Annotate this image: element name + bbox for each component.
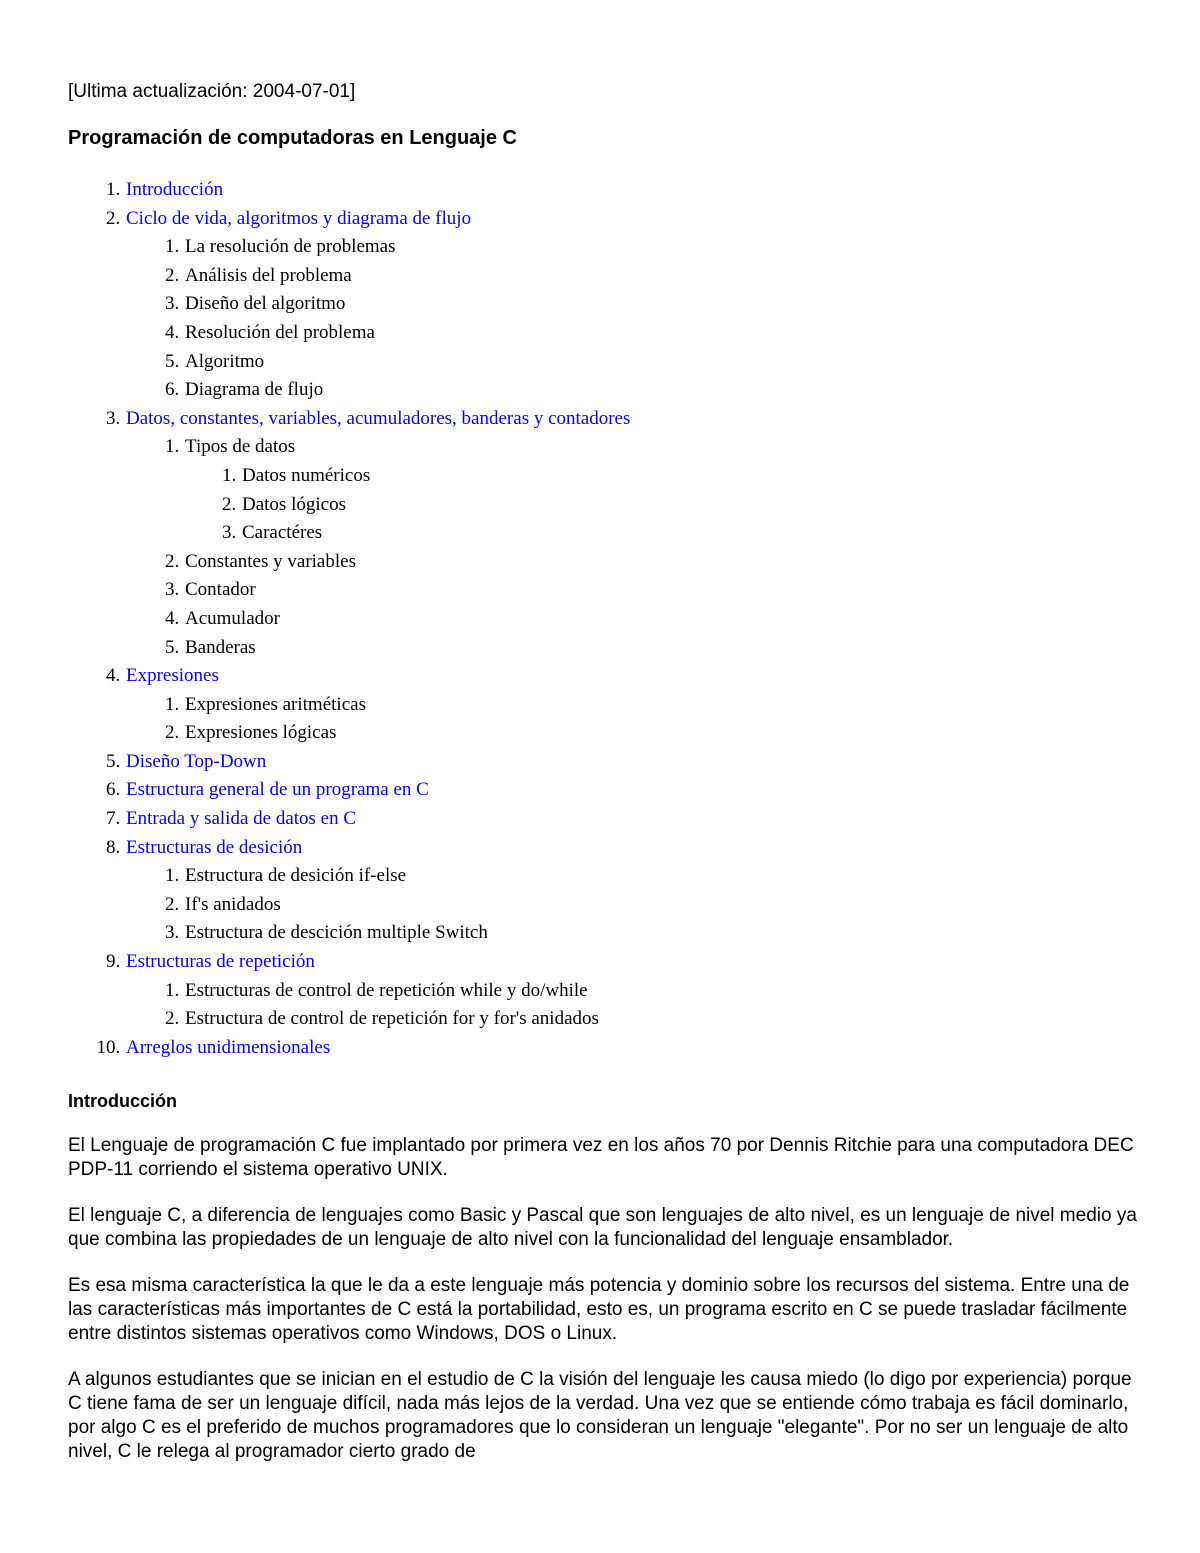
toc-item-estructuras-desicion (125, 834, 1138, 948)
toc-item-arreglos (125, 1034, 1138, 1063)
toc-subitem: 1. Estructuras de control de repetición while y do/while (184, 977, 1138, 1006)
toc-subitem: 2. Expresiones lógicas (184, 719, 1138, 748)
toc-subitem: 5. Banderas (184, 634, 1138, 663)
toc-item-estructura-general (125, 776, 1138, 805)
toc-subitem: 5. Algoritmo (184, 348, 1138, 377)
introduction-paragraph-2: El lenguaje C, a diferencia de lenguajes como Basic y Pascal que son lenguajes de alto nivel, es un lenguaje de nivel medio ya que combina las propiedades de un lenguaje de alto nivel con la funcionalidad del lenguaje ensamblador. (68, 1205, 1137, 1251)
toc-item-datos (125, 405, 1138, 662)
toc-link-entrada-salida[interactable]: Entrada y salida de datos en C (126, 808, 357, 830)
document-page (68, 80, 1138, 1486)
toc-sublist (126, 433, 1138, 662)
toc-item-introduccion (125, 176, 1138, 205)
toc-sublist (126, 691, 1138, 748)
toc-sublist (126, 977, 1138, 1034)
toc-item-expresiones (125, 662, 1138, 748)
toc-subitem: 2. Análisis del problema (184, 262, 1138, 291)
toc-subitem (184, 433, 1138, 547)
introduction-heading: Introducción (68, 1091, 177, 1112)
toc-link-arreglos[interactable]: Arreglos unidimensionales (126, 1036, 331, 1058)
document-title: Programación de computadoras en Lenguaje C (68, 127, 517, 149)
toc-subitem: 4. Acumulador (184, 605, 1138, 634)
toc-subitem: 1. Estructura de desición if-else (184, 862, 1138, 891)
toc-subitem-label: Tipos de datos (185, 436, 296, 458)
toc-subitem: 4. Resolución del problema (184, 319, 1138, 348)
toc-sublist (126, 233, 1138, 405)
toc-subitem: 6. Diagrama de flujo (184, 376, 1138, 405)
toc-subitem: 2. Constantes y variables (184, 548, 1138, 577)
introduction-paragraph-1: El Lenguaje de programación C fue implantado por primera vez en los años 70 por Dennis Ritchie para una computadora DEC PDP-11 corriendo el sistema operativo UNIX. (68, 1135, 1134, 1181)
toc-subsubitem: 1. Datos numéricos (241, 462, 1138, 491)
last-updated-text: [Ultima actualización: 2004-07-01] (68, 81, 356, 102)
toc-subitem: 3. Estructura de descición multiple Switch (184, 919, 1138, 948)
toc-subitem: 3. Contador (184, 576, 1138, 605)
toc-link-estructura-general[interactable]: Estructura general de un programa en C (126, 779, 429, 801)
toc-link-expresiones[interactable]: Expresiones (126, 665, 219, 687)
introduction-paragraph-4: A algunos estudiantes que se inician en el estudio de C la visión del lenguaje les causa miedo (lo digo por experiencia) porque C tiene fama de ser un lenguaje difícil, nada más lejos de la verdad. Una vez que se entiende cómo trabaja es fácil dominarlo, por algo C es el preferido de muchos programadores que lo consideran un lenguaje "elegante". Por no ser un lenguaje de alto nivel, C le relega al programador cierto grado de (68, 1369, 1132, 1463)
toc-link-estructuras-desicion[interactable]: Estructuras de desición (126, 836, 303, 858)
toc-subitem: 2. If's anidados (184, 891, 1138, 920)
toc-link-introduccion[interactable]: Introducción (126, 179, 224, 200)
toc-subitem: 2. Estructura de control de repetición for y for's anidados (184, 1005, 1138, 1034)
toc-subitem: 1. Expresiones aritméticas (184, 691, 1138, 720)
toc-subitem: 3. Diseño del algoritmo (184, 290, 1138, 319)
toc-item-diseno-top-down (125, 748, 1138, 777)
table-of-contents (68, 176, 1138, 1062)
toc-item-entrada-salida (125, 805, 1138, 834)
toc-link-diseno-top-down[interactable]: Diseño Top-Down (126, 750, 267, 772)
toc-link-estructuras-repeticion[interactable]: Estructuras de repetición (126, 951, 315, 973)
introduction-paragraph-3: Es esa misma característica la que le da a este lenguaje más potencia y dominio sobre los recursos del sistema. Entre una de las características más importantes de C está la portabilidad, esto es, un programa escrito en C se puede trasladar fácilmente entre distintos sistemas operativos como Windows, DOS o Linux. (68, 1275, 1130, 1345)
toc-sublist (126, 862, 1138, 948)
toc-subitem: 1. La resolución de problemas (184, 233, 1138, 262)
toc-subsublist (185, 462, 1138, 548)
toc-subsubitem: 3. Caractéres (241, 519, 1138, 548)
toc-link-ciclo-de-vida[interactable]: Ciclo de vida, algoritmos y diagrama de flujo (126, 207, 472, 229)
toc-subsubitem: 2. Datos lógicos (241, 491, 1138, 520)
toc-link-datos[interactable]: Datos, constantes, variables, acumuladores, banderas y contadores (126, 407, 631, 429)
toc-item-estructuras-repeticion (125, 948, 1138, 1034)
toc-item-ciclo-de-vida (125, 205, 1138, 405)
